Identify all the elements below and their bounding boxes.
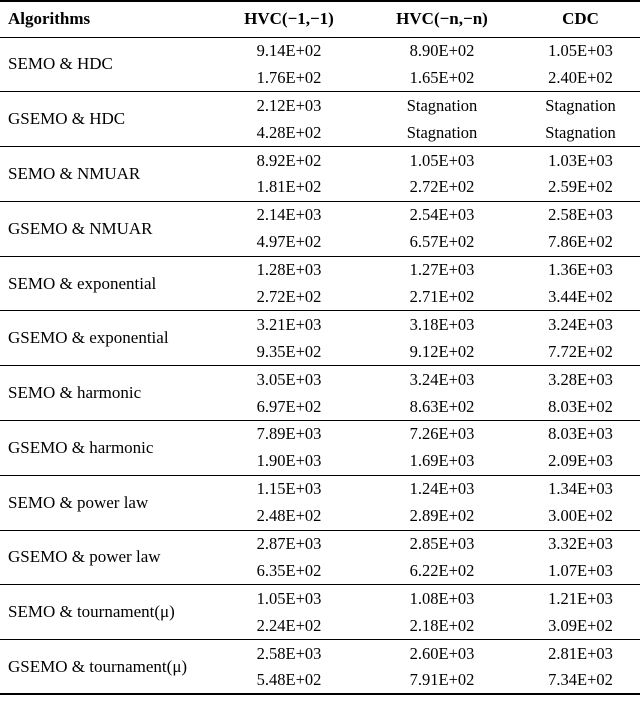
algorithm-name: SEMO & HDC [8,54,113,74]
value-cell: 1.65E+02 [409,67,475,87]
value-cell: 1.15E+03 [256,479,322,499]
value-cell: 2.89E+02 [409,506,475,526]
algorithm-name: GSEMO & exponential [8,328,169,348]
value-cell: 2.87E+03 [256,533,322,553]
algorithm-name: GSEMO & HDC [8,109,126,129]
algorithm-group [0,366,640,421]
value-cell: 8.03E+03 [548,424,613,444]
value-cell: 9.14E+02 [256,40,322,60]
algorithm-group [0,530,640,585]
table-row [0,420,640,447]
value-cell: 4.97E+02 [256,232,322,252]
header-row [0,1,640,37]
value-cell: 3.00E+02 [548,506,613,526]
table-row [0,366,640,393]
value-cell: 2.72E+02 [256,286,322,306]
value-cell: 2.18E+02 [409,615,475,635]
value-cell: 7.72E+02 [548,341,613,361]
value-cell: Stagnation [545,95,616,115]
algorithm-name: GSEMO & harmonic [8,437,154,457]
value-cell: 1.08E+03 [409,588,475,608]
value-cell: 2.85E+03 [409,533,475,553]
table-row [0,585,640,612]
value-cell: 7.34E+02 [548,670,613,690]
value-cell: 1.27E+03 [409,260,475,280]
header-algorithms: Algorithms [8,9,91,29]
value-cell: 1.05E+03 [548,40,613,60]
value-cell: 7.89E+03 [256,424,322,444]
table-row [0,311,640,338]
value-cell: 2.72E+02 [409,177,475,197]
table-row [0,475,640,502]
header-hvc-1-1: HVC(−1,−1) [244,9,334,29]
algorithm-name: SEMO & harmonic [8,383,142,403]
algorithm-name: SEMO & power law [8,492,149,512]
value-cell: Stagnation [545,122,616,142]
header-hvc-n-n: HVC(−n,−n) [396,9,488,29]
value-cell: 1.76E+02 [256,67,322,87]
value-cell: 6.35E+02 [256,560,322,580]
table-row [0,201,640,228]
value-cell: 1.34E+03 [548,479,613,499]
value-cell: 1.36E+03 [548,260,613,280]
value-cell: 3.24E+03 [409,369,475,389]
value-cell: Stagnation [406,122,478,142]
algorithm-group [0,420,640,475]
value-cell: 9.35E+02 [256,341,322,361]
value-cell: 3.18E+03 [409,314,475,334]
value-cell: Stagnation [406,95,478,115]
value-cell: 2.59E+02 [548,177,613,197]
value-cell: 1.21E+03 [548,588,613,608]
algorithm-group [0,256,640,311]
value-cell: 2.48E+02 [256,506,322,526]
algorithm-group [0,640,640,695]
algorithm-group [0,201,640,256]
algorithm-name: GSEMO & NMUAR [8,218,153,238]
table-row [0,530,640,557]
algorithm-name: GSEMO & power law [8,547,161,567]
value-cell: 2.24E+02 [256,615,322,635]
algorithm-group [0,37,640,92]
value-cell: 3.09E+02 [548,615,613,635]
value-cell: 3.21E+03 [256,314,322,334]
value-cell: 8.90E+02 [409,40,475,60]
value-cell: 2.81E+03 [548,643,613,663]
value-cell: 2.54E+03 [409,205,475,225]
value-cell: 1.05E+03 [256,588,322,608]
value-cell: 6.22E+02 [409,560,475,580]
value-cell: 1.07E+03 [548,560,613,580]
value-cell: 1.81E+02 [256,177,322,197]
value-cell: 8.92E+02 [256,150,322,170]
value-cell: 9.12E+02 [409,341,475,361]
value-cell: 1.24E+03 [409,479,475,499]
algorithm-group [0,92,640,147]
value-cell: 7.91E+02 [409,670,475,690]
value-cell: 6.97E+02 [256,396,322,416]
value-cell: 7.86E+02 [548,232,613,252]
value-cell: 8.03E+02 [548,396,613,416]
value-cell: 2.09E+03 [548,451,613,471]
table-row [0,92,640,119]
value-cell: 2.14E+03 [256,205,322,225]
value-cell: 3.24E+03 [548,314,613,334]
table-row [0,256,640,283]
value-cell: 2.71E+02 [409,286,475,306]
value-cell: 6.57E+02 [409,232,475,252]
value-cell: 2.12E+03 [256,95,322,115]
value-cell: 2.58E+03 [256,643,322,663]
algorithm-group [0,311,640,366]
value-cell: 1.05E+03 [409,150,475,170]
algorithm-name: SEMO & NMUAR [8,163,141,183]
value-cell: 4.28E+02 [256,122,322,142]
value-cell: 3.44E+02 [548,286,613,306]
value-cell: 2.60E+03 [409,643,475,663]
table-row [0,147,640,174]
value-cell: 1.90E+03 [256,451,322,471]
value-cell: 8.63E+02 [409,396,475,416]
value-cell: 2.58E+03 [548,205,613,225]
algorithm-group [0,147,640,202]
value-cell: 1.03E+03 [548,150,613,170]
table-row [0,37,640,64]
table-header [0,1,640,37]
value-cell: 1.69E+03 [409,451,475,471]
value-cell: 3.32E+03 [548,533,613,553]
algorithm-name: SEMO & tournament(μ) [8,602,175,622]
value-cell: 3.05E+03 [256,369,322,389]
value-cell: 2.40E+02 [548,67,613,87]
algorithm-group [0,475,640,530]
algorithm-name: GSEMO & tournament(μ) [8,656,188,676]
value-cell: 3.28E+03 [548,369,613,389]
algorithm-name: SEMO & exponential [8,273,157,293]
value-cell: 1.28E+03 [256,260,322,280]
value-cell: 7.26E+03 [409,424,475,444]
value-cell: 5.48E+02 [256,670,322,690]
header-cdc: CDC [562,9,599,29]
algorithm-group [0,585,640,640]
table-row [0,640,640,667]
